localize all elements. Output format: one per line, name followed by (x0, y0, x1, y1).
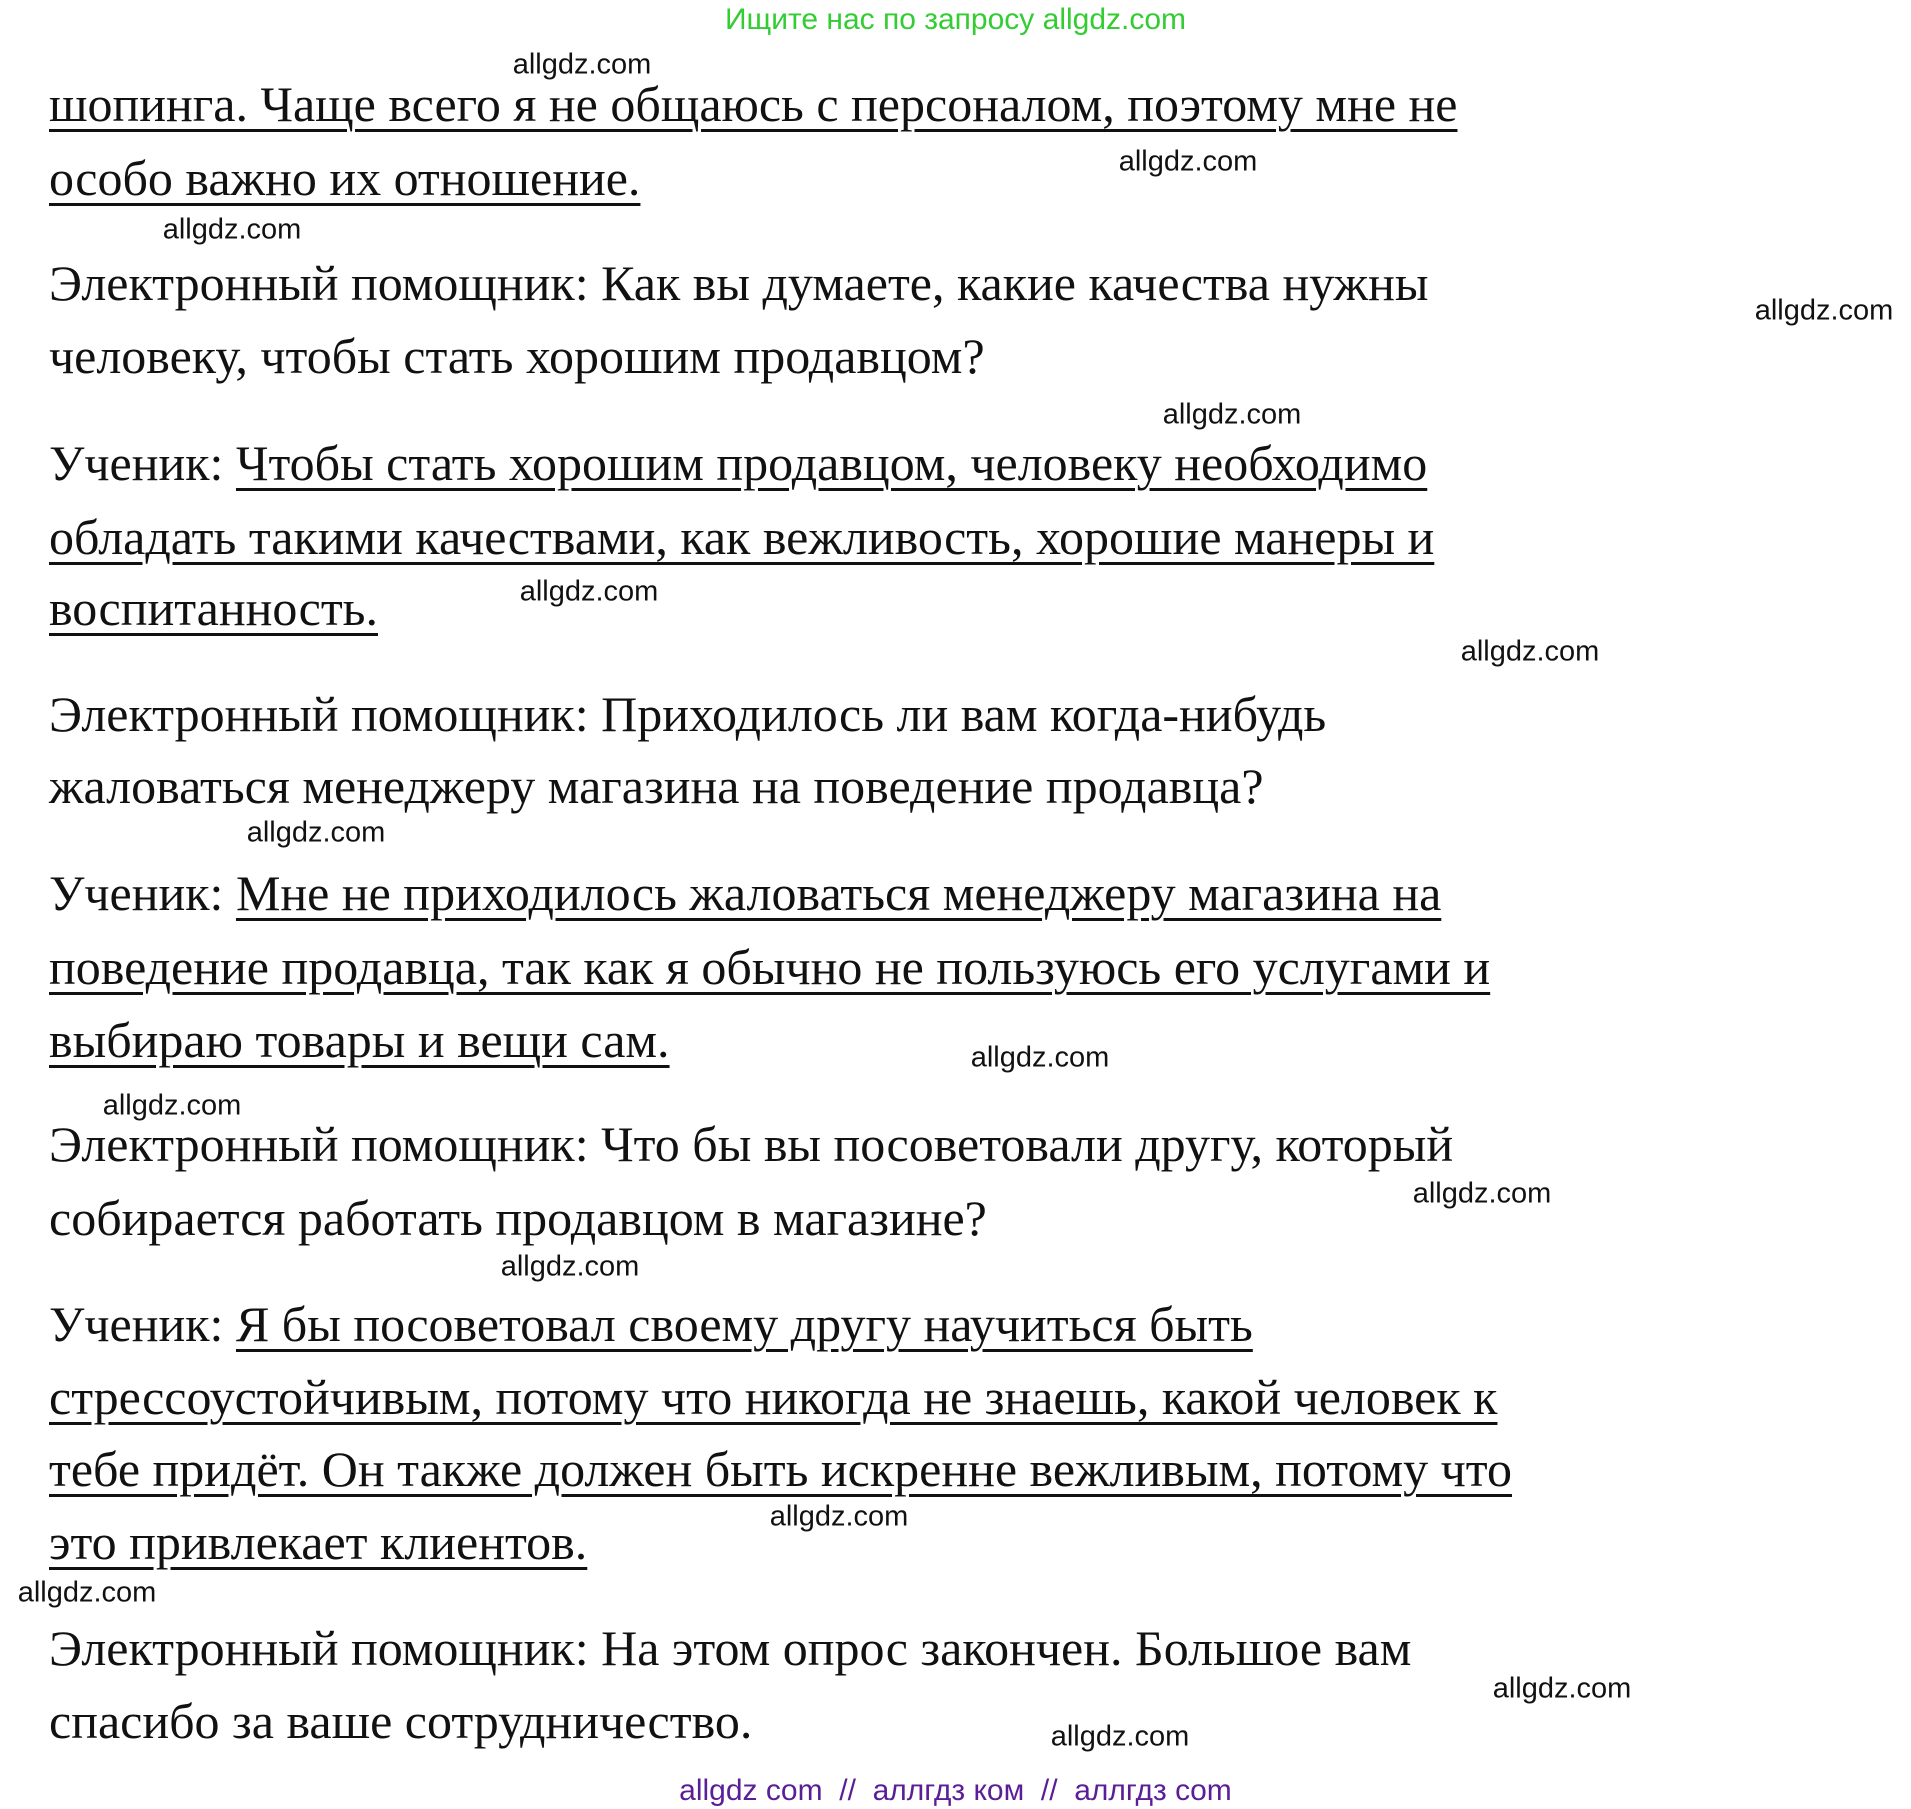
speaker-label: Ученик: (49, 865, 236, 921)
answer-line: особо важно их отношение. (49, 150, 641, 206)
answer-line: шопинга. Чаще всего я не общаюсь с персоналом, поэтому мне не (49, 76, 1458, 132)
watermark: allgdz.com (512, 48, 652, 81)
question-line: Электронный помощник: Приходилось ли вам когда-нибудь (49, 686, 1327, 742)
watermark: allgdz.com (17, 1576, 157, 1609)
watermark: allgdz.com (1754, 294, 1894, 327)
answer-line: тебе придёт. Он также должен быть искренне вежливым, потому что (49, 1441, 1512, 1497)
answer-line: воспитанность. (49, 580, 378, 636)
watermark: allgdz.com (162, 213, 302, 246)
answer-line: стрессоустойчивым, потому что никогда не знаешь, какой человек к (49, 1369, 1498, 1425)
watermark: allgdz.com (1412, 1177, 1552, 1210)
watermark: allgdz.com (246, 816, 386, 849)
question-line: жаловаться менеджеру магазина на поведение продавца? (49, 758, 1264, 814)
question-line: Электронный помощник: Что бы вы посоветовали другу, который (49, 1116, 1454, 1172)
answer-line (49, 433, 1427, 493)
watermark: allgdz.com (519, 575, 659, 608)
question-line: Электронный помощник: Как вы думаете, какие качества нужны (49, 255, 1429, 311)
watermark: allgdz.com (500, 1250, 640, 1283)
answer-line: это привлекает клиентов. (49, 1514, 588, 1570)
question-line: спасибо за ваше сотрудничество. (49, 1693, 753, 1749)
question-line: Электронный помощник: На этом опрос закончен. Большое вам (49, 1620, 1412, 1676)
header-banner: Ищите нас по запросу allgdz.com (724, 3, 1187, 36)
answer-line: обладать такими качествами, как вежливость, хорошие манеры и (49, 509, 1435, 565)
watermark: allgdz.com (970, 1041, 1110, 1074)
answer-text: Мне не приходилось жаловаться менеджеру магазина на (235, 865, 1442, 921)
question-line: собирается работать продавцом в магазине? (49, 1190, 987, 1246)
question-line: человеку, чтобы стать хорошим продавцом? (49, 328, 985, 384)
answer-text: Чтобы стать хорошим продавцом, человеку необходимо (235, 435, 1428, 491)
speaker-label: Ученик: (49, 435, 236, 491)
watermark: allgdz.com (1050, 1720, 1190, 1753)
speaker-label: Ученик: (49, 1296, 236, 1352)
watermark: allgdz.com (769, 1500, 909, 1533)
watermark: allgdz.com (1460, 635, 1600, 668)
watermark: allgdz.com (1118, 145, 1258, 178)
answer-line: выбираю товары и вещи сам. (49, 1012, 670, 1068)
watermark: allgdz.com (1492, 1672, 1632, 1705)
answer-line (49, 863, 1441, 923)
watermark: allgdz.com (102, 1089, 242, 1122)
footer-banner: allgdz com // аллгдз ком // аллгдз com (679, 1774, 1232, 1807)
answer-text: Я бы посоветовал своему другу научиться быть (235, 1296, 1253, 1352)
watermark: allgdz.com (1162, 398, 1302, 431)
answer-line: поведение продавца, так как я обычно не пользуюсь его услугами и (49, 939, 1491, 995)
answer-line (49, 1294, 1253, 1354)
